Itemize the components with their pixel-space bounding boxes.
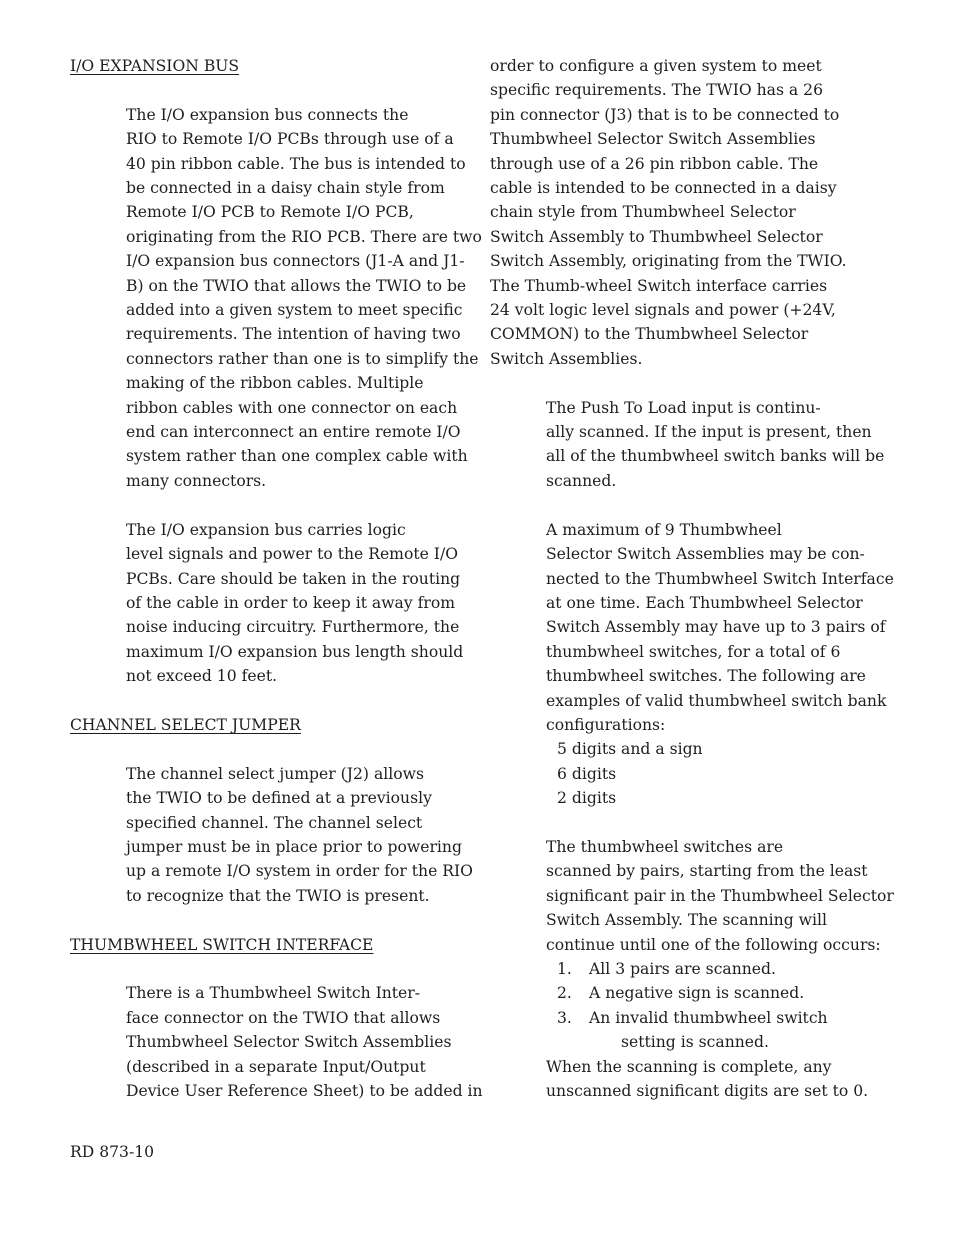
text-line: order to configure a given system to meet (490, 57, 822, 75)
text-line: specified channel. The channel select (126, 813, 423, 832)
text-line: RIO to Remote I/O PCBs through use of a (126, 130, 454, 149)
text-line: Switch Assemblies. (490, 349, 643, 368)
text-line: Switch Assembly to Thumbwheel Selector (490, 227, 823, 246)
right-column (490, 54, 894, 1103)
text-line: B) on the TWIO that allows the TWIO to be (126, 276, 467, 295)
config-example: 6 digits (557, 764, 617, 783)
paragraph-maximum-assemblies (490, 518, 894, 738)
text-line: system rather than one complex cable with (126, 447, 468, 466)
text-line: Device User Reference Sheet) to be added in (126, 1081, 483, 1100)
paragraph-io-expansion-signals (70, 518, 464, 689)
document-footer-id: RD 873-10 (70, 1143, 155, 1161)
paragraph-scanning-complete (490, 1055, 874, 1104)
text-line: 40 pin ribbon cable. The bus is intended to (126, 154, 466, 173)
text-line: The I/O expansion bus connects the (126, 105, 409, 124)
paragraph-thumbwheel-interface (70, 981, 483, 1103)
text-line: thumbwheel switches, for a total of 6 (546, 642, 841, 661)
text-line: of the cable in order to keep it away from (126, 593, 456, 612)
item-text: setting is scanned. (621, 1033, 769, 1052)
scan-conditions-list (490, 957, 874, 1055)
paragraph-channel-select (70, 762, 473, 908)
text-line: ally scanned. If the input is present, then (546, 423, 872, 442)
scan-condition-item (490, 957, 874, 981)
text-line: Remote I/O PCB to Remote I/O PCB, (126, 203, 414, 222)
text-line: chain style from Thumbwheel Selector (490, 203, 796, 222)
text-line: The Push To Load input is continu- (546, 398, 821, 417)
text-line: Switch Assembly. The scanning will (546, 911, 827, 930)
text-line: nected to the Thumbwheel Switch Interface (546, 569, 894, 588)
text-line: The thumbwheel switches are (546, 837, 784, 856)
text-line: Switch Assembly may have up to 3 pairs of (546, 618, 886, 637)
config-examples-list (490, 737, 874, 810)
text-line: There is a Thumbwheel Switch Inter- (126, 984, 420, 1003)
text-line: When the scanning is complete, any (546, 1057, 832, 1076)
text-line: the TWIO to be defined at a previously (126, 789, 432, 808)
config-example: 5 digits and a sign (557, 740, 703, 759)
section-heading-io-expansion-bus: I/O EXPANSION BUS (70, 57, 240, 75)
text-line: maximum I/O expansion bus length should (126, 642, 464, 661)
text-line: The channel select jumper (J2) allows (126, 764, 424, 783)
text-line: Thumbwheel Selector Switch Assemblies (126, 1033, 452, 1052)
text-line: unscanned significant digits are set to 0. (546, 1082, 869, 1101)
scan-condition-item (490, 1006, 874, 1055)
scan-condition-item (490, 981, 874, 1005)
text-line: Selector Switch Assemblies may be con- (546, 545, 865, 564)
text-line: noise inducing circuitry. Furthermore, the (126, 618, 460, 637)
text-line: end can interconnect an entire remote I/O (126, 423, 461, 442)
item-number: 2. (557, 984, 572, 1003)
item-number: 1. (557, 959, 572, 978)
text-line: I/O expansion bus connectors (J1-A and J1- (126, 252, 465, 271)
text-line: requirements. The intention of having two (126, 325, 461, 344)
text-line: The I/O expansion bus carries logic (126, 520, 406, 539)
text-line: up a remote I/O system in order for the RIO (126, 862, 473, 881)
text-line: (described in a separate Input/Output (126, 1057, 426, 1076)
text-line: face connector on the TWIO that allows (126, 1008, 441, 1027)
paragraph-thumbwheel-interface-continued (490, 54, 874, 371)
text-line: COMMON) to the Thumbwheel Selector (490, 325, 809, 344)
text-line: connectors rather than one is to simplify the (126, 349, 479, 368)
text-line: scanned. (546, 471, 617, 490)
text-line: PCBs. Care should be taken in the routing (126, 569, 461, 588)
text-line: significant pair in the Thumbwheel Selector (546, 886, 894, 905)
paragraph-scanning (490, 835, 894, 957)
item-text: A negative sign is scanned. (589, 984, 805, 1003)
text-line: to recognize that the TWIO is present. (126, 886, 430, 905)
text-line: examples of valid thumbwheel switch bank (546, 691, 887, 710)
text-line: many connectors. (126, 471, 267, 490)
section-heading-channel-select-jumper: CHANNEL SELECT JUMPER (70, 715, 301, 734)
paragraph-push-to-load (490, 396, 885, 494)
text-line: 24 volt logic level signals and power (+24V, (490, 301, 836, 320)
text-line: Switch Assembly, originating from the TWIO. (490, 252, 847, 271)
text-line: at one time. Each Thumbwheel Selector (546, 593, 863, 612)
paragraph-io-expansion-intro (70, 103, 482, 494)
text-line: jumper must be in place prior to powering (126, 837, 462, 856)
text-line: thumbwheel switches. The following are (546, 667, 866, 686)
item-text: All 3 pairs are scanned. (589, 959, 776, 978)
text-line: pin connector (J3) that is to be connected to (490, 105, 840, 124)
text-line: A maximum of 9 Thumbwheel (546, 520, 782, 539)
text-line: scanned by pairs, starting from the least (546, 862, 868, 881)
text-line: not exceed 10 feet. (126, 667, 278, 686)
text-line: originating from the RIO PCB. There are two (126, 227, 482, 246)
text-line: level signals and power to the Remote I/O (126, 545, 458, 564)
item-number: 3. (557, 1008, 572, 1027)
text-line: configurations: (546, 715, 666, 734)
config-example: 2 digits (557, 789, 617, 808)
text-line: through use of a 26 pin ribbon cable. The (490, 154, 819, 173)
text-line: ribbon cables with one connector on each (126, 398, 458, 417)
left-column (70, 54, 483, 1103)
text-line: specific requirements. The TWIO has a 26 (490, 81, 823, 100)
text-line: Thumbwheel Selector Switch Assemblies (490, 130, 816, 149)
item-text: An invalid thumbwheel switch (589, 1008, 828, 1027)
text-line: The Thumb-wheel Switch interface carries (490, 276, 828, 295)
text-line: making of the ribbon cables. Multiple (126, 374, 424, 393)
text-line: added into a given system to meet specific (126, 301, 463, 320)
text-line: be connected in a daisy chain style from (126, 179, 445, 198)
text-line: all of the thumbwheel switch banks will be (546, 447, 885, 466)
text-line: cable is intended to be connected in a daisy (490, 179, 837, 198)
section-heading-thumbwheel-interface: THUMBWHEEL SWITCH INTERFACE (70, 935, 374, 954)
text-line: continue until one of the following occurs: (546, 935, 881, 954)
